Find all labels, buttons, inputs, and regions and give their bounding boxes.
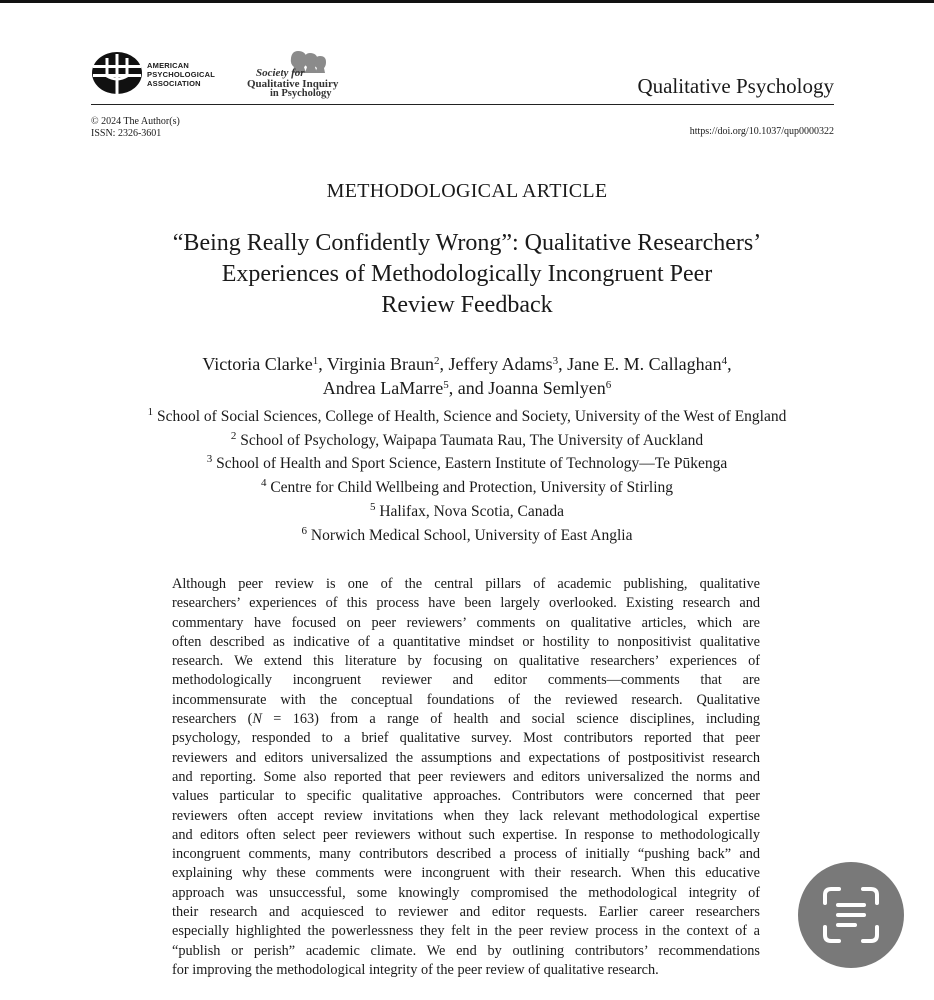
apa-logo-icon — [91, 50, 143, 96]
abstract-line: researchers’ experiences of this process have been largely overlooked. Existing research and — [172, 595, 760, 612]
live-text-scan-icon — [821, 885, 881, 945]
apa-line-2: PSYCHOLOGICAL — [147, 70, 216, 79]
affiliation-item — [0, 500, 934, 524]
affiliation-item — [0, 476, 934, 500]
abstract-line: for improving the methodological integrity of the peer review of qualitative research. — [172, 961, 659, 978]
author-line-1 — [0, 352, 934, 376]
abstract-line: reviewers and editors universalized the assumptions and expectations of postpositivist research — [172, 749, 760, 766]
article-title — [117, 228, 817, 321]
stat-n: N — [252, 711, 262, 728]
abstract-line: commentary have focused on peer reviewers’ comments on qualitative articles, which are — [172, 614, 760, 631]
apa-line-3: ASSOCIATION — [147, 79, 201, 88]
author-sep: , — [439, 354, 449, 374]
abstract-line: explaining why these comments were incongruent with their research. When this educative — [172, 865, 760, 882]
author-sup: 3 — [552, 355, 559, 367]
author-sep: , — [318, 354, 327, 374]
apa-line-1: AMERICAN — [147, 61, 190, 70]
author-sup: 5 — [443, 379, 449, 391]
journal-name: Qualitative Psychology — [637, 74, 834, 98]
author-list — [0, 352, 934, 400]
author-sep: , — [558, 354, 568, 374]
affiliation-text: Norwich Medical School, University of East Anglia — [310, 526, 633, 544]
copyright-text: © 2024 The Author(s) — [91, 116, 180, 127]
abstract-line: their research and acquiesced to reviewer and editor requests. Earlier career researchers — [172, 904, 760, 921]
author-name: Jane E. M. Callaghan — [567, 354, 722, 374]
author-name: Virginia Braun — [326, 354, 434, 374]
abstract-line: incommensurate with the conceptual foundations of the reviewed research. Qualitative — [172, 691, 760, 708]
affiliation-num: 5 — [369, 500, 376, 513]
author-sep: , — [448, 378, 458, 398]
title-line: Review Feedback — [381, 292, 553, 318]
abstract-line: and editors often select peer reviewers without such expertise. In response to methodologically — [172, 826, 760, 843]
author-sep: , — [727, 354, 732, 374]
sqip-line-2: Qualitative Inquiry — [247, 78, 339, 90]
abstract-line: approach was unsuccessful, some knowingly compromised the methodological integrity of — [172, 884, 760, 901]
abstract-line: researchers (N = 163) from a range of health and social science disciplines, including — [172, 711, 760, 728]
author-name: Andrea LaMarre — [322, 378, 444, 398]
abstract-line: “publish or perish” academic climate. We end by outlining contributors’ recommendations — [172, 942, 760, 959]
affiliation-item — [0, 524, 934, 548]
affiliation-item — [0, 429, 934, 453]
abstract-line: reviewers often accept review invitations when they lack relevant methodological expertise — [172, 807, 760, 824]
affiliations — [0, 405, 934, 547]
abstract-line: often described as indicative of a quantitative mindset or hostility to nonpositivist qualitative — [172, 633, 760, 650]
sqip-line-3: in Psychology — [270, 88, 332, 99]
affiliation-item — [0, 452, 934, 476]
affiliation-item — [0, 405, 934, 429]
live-text-button[interactable] — [798, 862, 904, 968]
author-sup: 6 — [605, 379, 612, 391]
affiliation-text: Halifax, Nova Scotia, Canada — [379, 502, 565, 520]
sqip-line-1: Society for — [256, 67, 305, 79]
abstract — [172, 575, 760, 980]
doi-link[interactable]: https://doi.org/10.1037/qup0000322 — [689, 126, 834, 137]
affiliation-num: 4 — [260, 477, 267, 490]
author-sup: 4 — [721, 355, 728, 367]
top-border — [0, 0, 934, 3]
author-name: Jeffery Adams — [448, 354, 553, 374]
article-type: METHODOLOGICAL ARTICLE — [326, 180, 608, 202]
apa-wordmark — [147, 61, 215, 88]
affiliation-num: 1 — [147, 406, 154, 418]
affiliation-text: School of Health and Sport Science, Eastern Institute of Technology—Te Pūkenga — [216, 455, 728, 473]
affiliation-num: 6 — [301, 524, 308, 537]
title-line: Experiences of Methodologically Incongruent Peer — [221, 261, 713, 287]
author-name: Victoria Clarke — [202, 354, 313, 374]
title-line: “Being Really Confidently Wrong”: Qualitative Researchers’ — [172, 230, 762, 256]
author-sup: 1 — [312, 355, 319, 367]
author-name: and Joanna Semlyen — [457, 378, 606, 398]
author-line-2 — [0, 376, 934, 400]
affiliation-text: Centre for Child Wellbeing and Protection, University of Stirling — [270, 479, 674, 497]
affiliation-num: 2 — [230, 429, 237, 442]
abstract-line: especially highlighted the powerlessness they felt in the peer review process in the context of a — [172, 923, 760, 940]
author-sup: 2 — [434, 355, 440, 367]
abstract-line: and reporting. Some also reported that peer reviewers and editors universalized the norms and — [172, 768, 760, 785]
abstract-line: values particular to specific qualitative approaches. Contributors were concerned that peer — [172, 788, 760, 805]
abstract-line: Although peer review is one of the central pillars of academic publishing, qualitative — [172, 576, 760, 592]
affiliation-text: School of Psychology, Waipapa Taumata Rau, The University of Auckland — [240, 431, 704, 449]
affiliation-text: School of Social Sciences, College of Health, Science and Society, University of the West of England — [157, 408, 787, 425]
abstract-line: methodologically incongruent reviewer and editor comments—comments that are — [172, 672, 760, 689]
abstract-line: research. We extend this literature by focusing on qualitative researchers’ experiences of — [172, 653, 760, 670]
abstract-line: psychology, responded to a brief qualitative survey. Most contributors reported that peer — [172, 730, 760, 747]
copyright-block — [91, 116, 180, 140]
abstract-line: incongruent comments, many contributors described a process of initially “pushing back” and — [172, 846, 760, 863]
header-rule — [91, 104, 834, 105]
affiliation-num: 3 — [206, 453, 213, 466]
issn-text: ISSN: 2326-3601 — [91, 128, 162, 139]
